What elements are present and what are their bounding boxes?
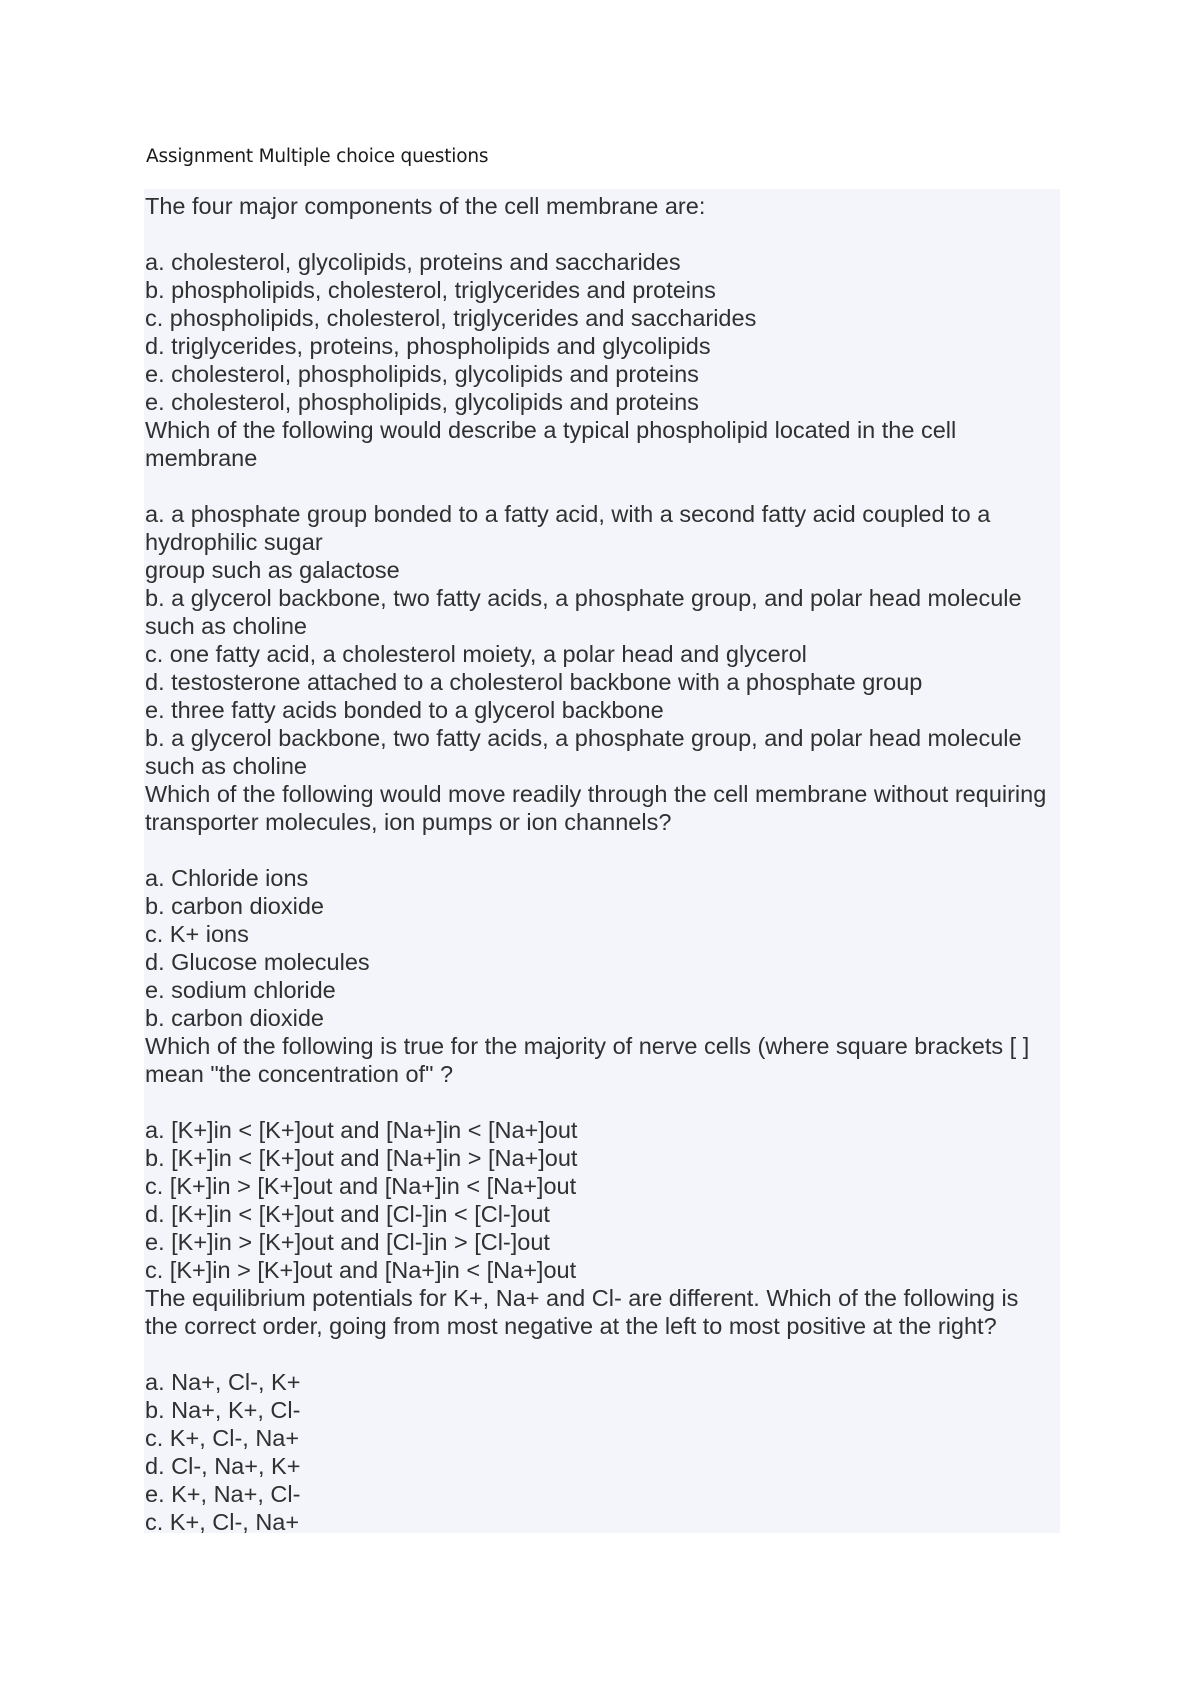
- question-block: [145, 416, 1057, 780]
- answer-option: c. [K+]in > [K+]out and [Na+]in < [Na+]out: [145, 1173, 577, 1199]
- answer-option: e. cholesterol, phospholipids, glycolipids and proteins: [145, 361, 699, 387]
- document-title: Assignment Multiple choice questions: [146, 146, 489, 167]
- answer-option: a. [K+]in < [K+]out and [Na+]in < [Na+]out: [145, 1117, 578, 1143]
- question-block: [145, 1032, 1057, 1284]
- question-prompt: The equilibrium potentials for K+, Na+ and Cl- are different. Which of the following is the correct order, going from most negative at the left to most positive at the right?: [145, 1285, 1019, 1339]
- answer-option: e. K+, Na+, Cl-: [145, 1481, 301, 1507]
- answer-option: c. phospholipids, cholesterol, triglycerides and saccharides: [145, 305, 757, 331]
- answer-option: e. three fatty acids bonded to a glycerol backbone: [145, 697, 664, 723]
- question-block: [145, 780, 1057, 1032]
- question-list: [145, 192, 1057, 1536]
- correct-answer: c. K+, Cl-, Na+: [145, 1509, 300, 1535]
- correct-answer: c. [K+]in > [K+]out and [Na+]in < [Na+]out: [145, 1257, 577, 1283]
- question-block: [145, 192, 1057, 416]
- question-prompt: The four major components of the cell membrane are:: [145, 193, 706, 219]
- correct-answer: e. cholesterol, phospholipids, glycolipids and proteins: [145, 389, 699, 415]
- answer-option: c. K+ ions: [145, 921, 249, 947]
- answer-option: a. cholesterol, glycolipids, proteins and saccharides: [145, 249, 681, 275]
- spacer: [145, 836, 1057, 864]
- answer-option: c. K+, Cl-, Na+: [145, 1425, 300, 1451]
- correct-answer: b. carbon dioxide: [145, 1005, 324, 1031]
- answer-option: a. a phosphate group bonded to a fatty acid, with a second fatty acid coupled to a hydrophilic sugar: [145, 501, 991, 555]
- answer-option: d. Glucose molecules: [145, 949, 370, 975]
- answer-option: e. sodium chloride: [145, 977, 336, 1003]
- correct-answer: b. a glycerol backbone, two fatty acids, a phosphate group, and polar head molecule such as choline: [145, 725, 1022, 779]
- answer-option: b. Na+, K+, Cl-: [145, 1397, 301, 1423]
- answer-option: b. carbon dioxide: [145, 893, 324, 919]
- answer-option: d. triglycerides, proteins, phospholipids and glycolipids: [145, 333, 711, 359]
- answer-option: a. Chloride ions: [145, 865, 309, 891]
- answer-option: group such as galactose: [145, 557, 400, 583]
- answer-option: c. one fatty acid, a cholesterol moiety, a polar head and glycerol: [145, 641, 807, 667]
- answer-option: e. [K+]in > [K+]out and [Cl-]in > [Cl-]out: [145, 1229, 550, 1255]
- spacer: [145, 472, 1057, 500]
- answer-option: d. Cl-, Na+, K+: [145, 1453, 301, 1479]
- answer-option: d. testosterone attached to a cholesterol backbone with a phosphate group: [145, 669, 923, 695]
- answer-option: b. [K+]in < [K+]out and [Na+]in > [Na+]out: [145, 1145, 578, 1171]
- spacer: [145, 1340, 1057, 1368]
- spacer: [145, 1088, 1057, 1116]
- answer-option: b. a glycerol backbone, two fatty acids, a phosphate group, and polar head molecule such as choline: [145, 585, 1022, 639]
- spacer: [145, 220, 1057, 248]
- question-prompt: Which of the following would describe a typical phospholipid located in the cell membrane: [145, 417, 957, 471]
- answer-option: d. [K+]in < [K+]out and [Cl-]in < [Cl-]out: [145, 1201, 550, 1227]
- answer-option: a. Na+, Cl-, K+: [145, 1369, 301, 1395]
- question-prompt: Which of the following would move readily through the cell membrane without requiring transporter molecules, ion pumps or ion channels?: [145, 781, 1047, 835]
- question-prompt: Which of the following is true for the majority of nerve cells (where square brackets [ ] mean "the concentration of" ?: [145, 1033, 1030, 1087]
- question-block: [145, 1284, 1057, 1536]
- answer-option: b. phospholipids, cholesterol, triglycerides and proteins: [145, 277, 716, 303]
